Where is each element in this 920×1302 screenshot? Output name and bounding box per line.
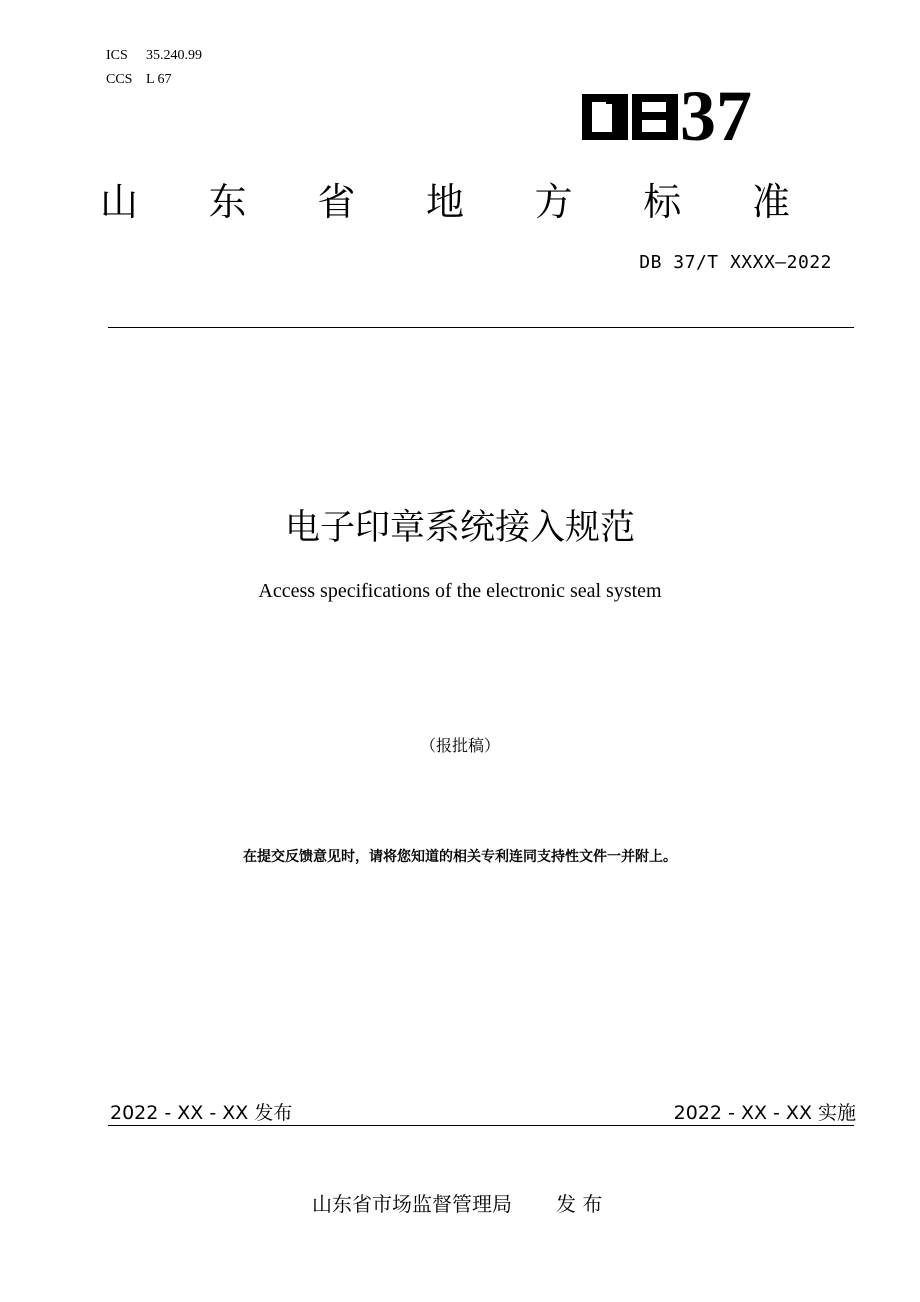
top-divider xyxy=(108,327,854,328)
db37-logo xyxy=(580,82,790,152)
standard-number: DB 37/T XXXX—2022 xyxy=(639,252,832,273)
document-title-cn: 电子印章系统接入规范 xyxy=(284,508,635,548)
issuer-action: 发 布 xyxy=(556,1192,603,1216)
ccs-row xyxy=(106,68,202,92)
draft-status: （报批稿） xyxy=(419,736,500,755)
issuer-name: 山东省市场监督管理局 xyxy=(312,1192,512,1216)
implement-date: 2022 - XX - XX 实施 xyxy=(673,1102,856,1124)
classification-codes xyxy=(106,44,202,92)
header-char: 标 xyxy=(643,180,682,224)
ccs-label: CCS xyxy=(106,72,133,87)
header-char: 方 xyxy=(534,180,573,224)
header-char: 准 xyxy=(751,180,790,224)
ccs-value: L 67 xyxy=(146,72,172,87)
header-char: 东 xyxy=(208,180,247,224)
header-char: 山 xyxy=(100,180,139,224)
logo-db-mark xyxy=(582,94,678,140)
document-title-en: Access specifications of the electronic seal system xyxy=(258,580,662,602)
standard-category-header xyxy=(100,178,790,226)
logo-number: 37 xyxy=(680,82,752,152)
ics-value: 35.240.99 xyxy=(146,48,202,63)
bottom-divider xyxy=(108,1125,854,1126)
issuer-line xyxy=(312,1188,602,1217)
header-char: 地 xyxy=(425,180,464,224)
ics-label: ICS xyxy=(106,48,128,63)
patent-notice: 在提交反馈意见时，请将您知道的相关专利连同支持性文件一并附上。 xyxy=(243,849,677,865)
publish-date: 2022 - XX - XX 发布 xyxy=(110,1102,293,1124)
header-char: 省 xyxy=(317,180,356,224)
ics-row xyxy=(106,44,202,68)
